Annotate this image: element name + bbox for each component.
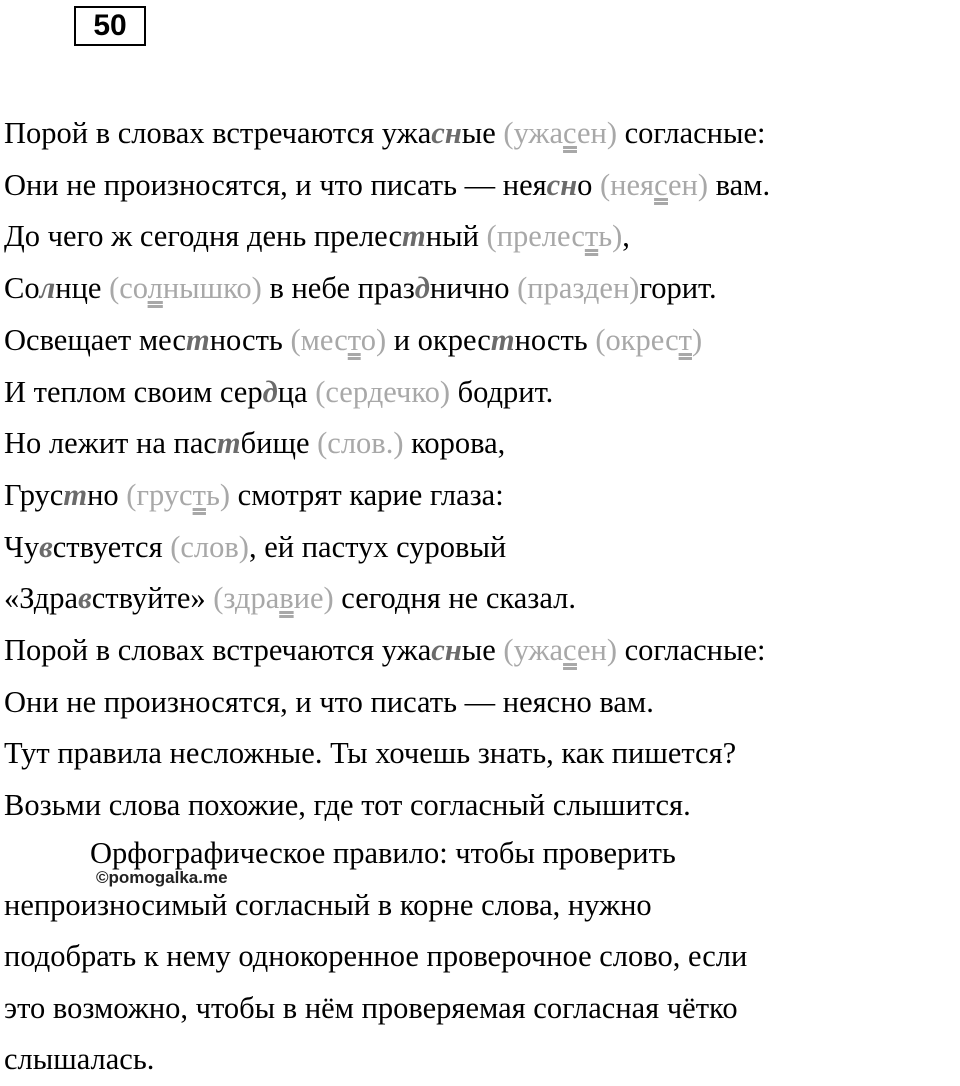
highlighted-consonant: в — [39, 529, 53, 564]
poem-line — [4, 418, 958, 470]
check-word: о) — [360, 322, 387, 357]
poem-line — [4, 677, 958, 729]
check-letter: с — [563, 116, 577, 150]
check-letter: т — [584, 219, 599, 254]
check-word: (ужа — [503, 116, 564, 150]
poem-text: сегодня не сказал. — [333, 581, 576, 616]
poem-text: Со — [4, 271, 40, 306]
poem-text: И теплом своим сер — [4, 374, 263, 409]
check-word: (мес — [290, 322, 348, 357]
check-word: (слов) — [170, 529, 249, 564]
check-word: ен) — [576, 116, 617, 150]
rule-line: непроизносимый согласный в корне слова, нужно — [4, 887, 652, 922]
poem-text: нце — [55, 271, 110, 306]
highlighted-consonant: т — [402, 219, 426, 254]
highlighted-consonant: сн — [546, 167, 578, 202]
check-word: (нея — [600, 167, 655, 202]
highlighted-consonant: т — [63, 477, 88, 512]
check-word: (прелес — [486, 219, 585, 254]
poem-text: но — [87, 477, 127, 512]
check-word: (окрес — [595, 322, 679, 357]
poem-line — [4, 728, 958, 780]
poem-text: Они не произносятся, и что писать — неясно вам. — [4, 684, 654, 719]
poem-text: , — [622, 219, 630, 254]
poem-text: в небе праз — [261, 271, 415, 306]
check-word: ен) — [576, 633, 617, 668]
check-letter: т — [192, 477, 206, 512]
poem-text: ствуйте» — [91, 581, 214, 616]
poem — [4, 108, 958, 832]
poem-text: смотрят карие глаза: — [230, 477, 504, 512]
check-letter: д — [367, 374, 384, 409]
poem-text: ые — [461, 633, 504, 668]
check-letter: т — [347, 322, 361, 357]
poem-text: Но лежит на пас — [4, 426, 217, 461]
check-word: ечко) — [383, 374, 451, 409]
poem-text: ность — [514, 322, 596, 357]
poem-text: Возьми слова похожие, где тот согласный слышится. — [4, 788, 691, 823]
poem-text: «Здра — [4, 581, 79, 616]
check-word: (праз — [517, 271, 584, 306]
poem-text: нично — [429, 271, 518, 306]
poem-text: согласные: — [617, 116, 766, 150]
check-letter: л — [147, 271, 163, 306]
poem-line — [4, 315, 958, 367]
poem-text: Тут правила несложные. Ты хочешь знать, как пишется? — [4, 736, 737, 771]
poem-text: Порой в словах встречаются ужа — [4, 116, 432, 150]
check-letter: д — [583, 271, 600, 306]
poem-text: и окрес — [386, 322, 491, 357]
poem-text: корова, — [403, 426, 506, 461]
check-word: (грус — [126, 477, 193, 512]
poem-text: Они не произносятся, и что писать — нея — [4, 167, 547, 202]
check-word: ие) — [293, 581, 334, 616]
rule-line: слышалась. — [4, 1042, 155, 1076]
check-letter: с — [563, 633, 577, 668]
highlighted-consonant: д — [414, 271, 430, 306]
check-letter: т — [678, 322, 692, 357]
poem-text: , ей пастух суровый — [248, 529, 507, 564]
poem-text: До чего ж сегодня день прелес — [4, 219, 403, 254]
check-word: (слов.) — [317, 426, 404, 461]
highlighted-consonant: т — [185, 322, 210, 357]
highlighted-consonant: в — [78, 581, 92, 616]
poem-text: ный — [425, 219, 487, 254]
exercise-number: 50 — [74, 6, 146, 46]
poem-text: о — [577, 167, 601, 202]
highlighted-consonant: сн — [431, 633, 462, 668]
check-word: (ужа — [503, 633, 564, 668]
poem-text: бище — [240, 426, 318, 461]
poem-text: Порой в словах встречаются ужа — [4, 633, 432, 668]
poem-text: Грус — [4, 477, 64, 512]
poem-line — [4, 367, 958, 419]
check-word: нышко) — [162, 271, 262, 306]
poem-line — [4, 470, 958, 522]
check-word: ь) — [205, 477, 231, 512]
check-word: (со — [109, 271, 148, 306]
poem-text: ца — [277, 374, 316, 409]
poem-line — [4, 573, 958, 625]
check-word: ) — [691, 322, 703, 357]
poem-text: ствуется — [52, 529, 171, 564]
poem-text: ность — [209, 322, 291, 357]
check-letter: с — [654, 167, 668, 202]
poem-text: Чу — [4, 529, 40, 564]
check-word: (сер — [315, 374, 368, 409]
rule-line: это возможно, чтобы в нём проверяемая согласная чётко — [4, 990, 738, 1025]
poem-line — [4, 263, 958, 315]
check-letter: в — [279, 581, 294, 616]
poem-text: бодрит. — [450, 374, 554, 409]
check-word: ен) — [599, 271, 640, 306]
highlighted-consonant: сн — [431, 116, 462, 150]
poem-line — [4, 780, 958, 832]
poem-text: ые — [461, 116, 504, 150]
check-word: ь) — [598, 219, 623, 254]
rule-line: подобрать к нему однокоренное проверочное слово, если — [4, 939, 748, 973]
poem-line — [4, 625, 958, 677]
highlighted-consonant: т — [216, 426, 241, 461]
highlighted-consonant: л — [39, 271, 56, 306]
rule-line: Орфографическое правило: чтобы проверить — [90, 836, 676, 870]
poem-text: вам. — [708, 167, 771, 202]
poem-text: горит. — [639, 271, 717, 306]
poem-line — [4, 211, 958, 263]
orthography-rule — [4, 828, 958, 1086]
check-word: ен) — [667, 167, 709, 202]
poem-line — [4, 108, 958, 160]
poem-text: Освещает мес — [4, 322, 186, 357]
watermark: ©pomogalka.me — [96, 868, 228, 887]
poem-text: согласные: — [617, 633, 766, 668]
poem-line — [4, 522, 958, 574]
highlighted-consonant: д — [262, 374, 278, 409]
poem-line — [4, 160, 958, 212]
highlighted-consonant: т — [490, 322, 515, 357]
check-word: (здра — [213, 581, 280, 616]
